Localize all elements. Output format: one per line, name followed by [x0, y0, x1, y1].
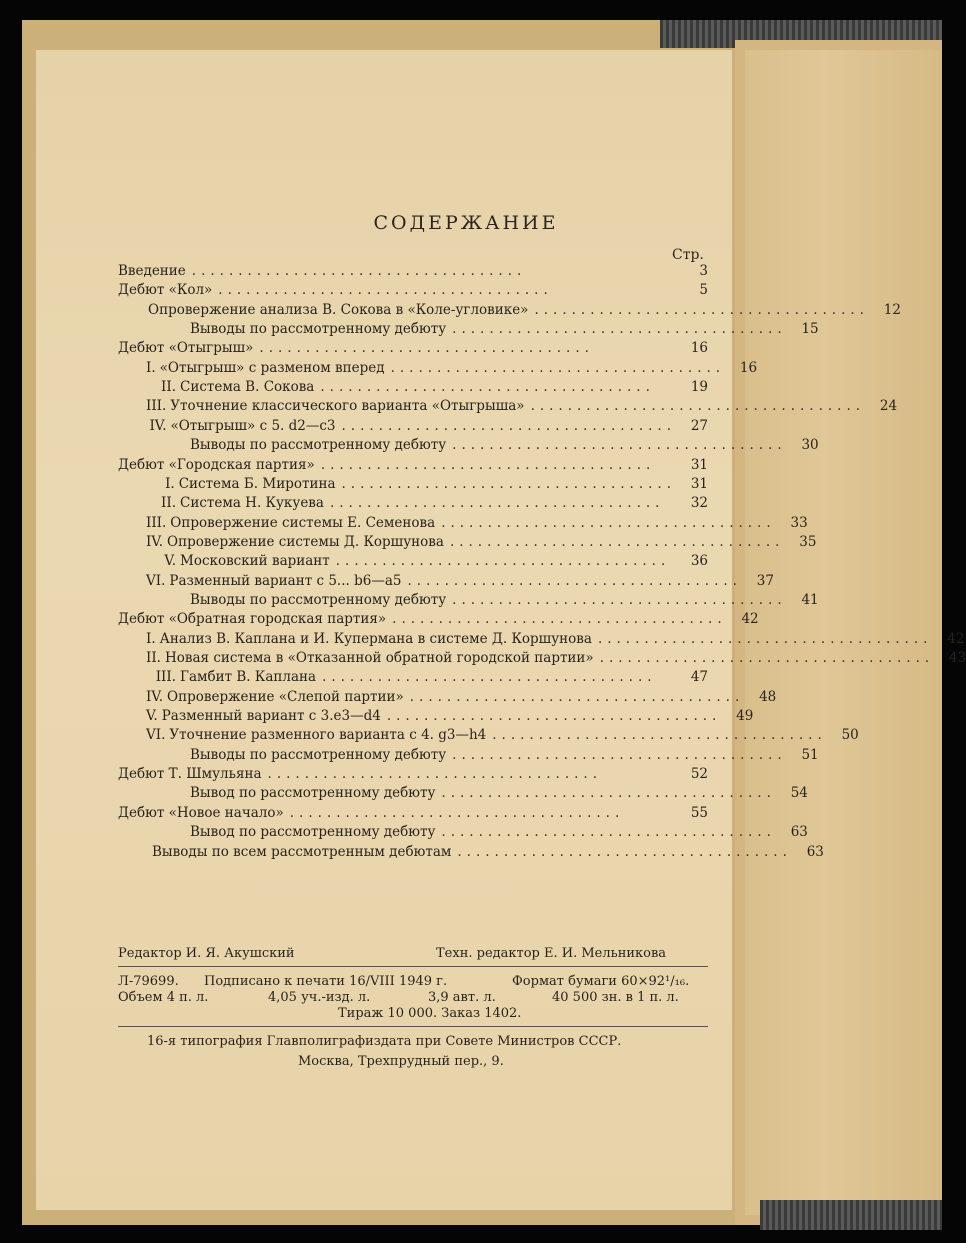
toc-entry [190, 437, 819, 456]
toc-entry [152, 843, 824, 863]
toc-entry-title: Московский вариант [180, 553, 330, 570]
toc-entry [146, 514, 808, 534]
toc-dot-leader: .................................... [457, 843, 792, 860]
toc-entry [146, 708, 754, 727]
toc-entry [118, 340, 708, 359]
toc-entry-title: Дебют «Городская партия» [118, 456, 315, 473]
toc-dot-leader: .................................... [386, 708, 722, 725]
toc-entry-number: IV. [146, 688, 164, 705]
toc-page-number: 12 [883, 301, 901, 318]
toc-dot-leader: .................................... [322, 669, 657, 686]
toc-entry [118, 282, 708, 301]
toc-entry-title: Разменный вариант с 3.e3—d4 [161, 708, 381, 725]
toc-entry-title: Разменный вариант с 5... b6—a5 [169, 572, 402, 589]
toc-entry [146, 572, 774, 592]
toc-entry-title: «Отыгрыш» с разменом вперед [159, 359, 385, 376]
toc-page-number: 35 [799, 533, 817, 550]
toc-entry-number: III. [146, 514, 167, 531]
toc-entry-title: Уточнение классического варианта «Отыгрыша» [170, 398, 525, 415]
toc-page-number: 31 [690, 475, 708, 492]
toc-entry-title: Система Н. Кукуева [180, 495, 324, 512]
toc-entry-title: Выводы по рассмотренному дебюту [190, 437, 447, 454]
toc-dot-leader: .................................... [341, 417, 676, 434]
toc-page-number: 30 [801, 437, 819, 454]
toc-entry [118, 457, 708, 476]
toc-entry-number: V. [146, 708, 158, 725]
toc-entry-title: Выводы по рассмотренному дебюту [190, 321, 447, 338]
toc-page-number: 5 [699, 282, 708, 299]
toc-entry-title: Вывод по рассмотренному дебюту [190, 824, 436, 841]
toc-entry [146, 688, 777, 708]
imprint-author-sheets: 3,9 авт. л. [428, 990, 496, 1005]
toc-entry-title: Дебют «Отыгрыш» [118, 340, 254, 357]
imprint-rule-bottom [118, 1026, 708, 1027]
toc-entry-title: Новая система в «Отказанной обратной городской партии» [164, 650, 594, 666]
toc-page-number: 52 [690, 766, 708, 783]
toc-entry-title: Дебют Т. Шмульяна [118, 766, 262, 783]
printer-address: Москва, Трехпрудный пер., 9. [298, 1054, 504, 1069]
imprint-signed: Подписано к печати 16/VIII 1949 г. [204, 974, 448, 989]
toc-entry [146, 669, 708, 688]
toc-dot-leader: .................................... [441, 785, 776, 802]
toc-entry-title: Выводы по всем рассмотренным дебютам [152, 843, 452, 860]
toc-entry [118, 766, 708, 785]
toc-entry-number: VI. [146, 572, 166, 589]
toc-entry-title: Выводы по рассмотренному дебюту [190, 746, 447, 763]
toc-page-number: 37 [756, 572, 774, 589]
toc-dot-leader: .................................... [320, 456, 656, 473]
toc-dot-leader: .................................... [534, 301, 869, 318]
toc-entry [146, 533, 817, 553]
toc-entry-title: Уточнение разменного варианта с 4. g3—h4 [169, 727, 487, 744]
toc-entry [146, 727, 859, 746]
toc-dot-leader: .................................... [191, 263, 527, 279]
toc-dot-leader: .................................... [441, 514, 776, 531]
imprint-rule-top [118, 966, 708, 967]
toc-entry-title: Опровержение системы Д. Коршунова [167, 533, 444, 550]
toc-entry-number: III. [146, 398, 167, 415]
imprint-chars: 40 500 зн. в 1 п. л. [552, 990, 679, 1005]
toc-page-number: 41 [801, 591, 819, 608]
toc-entry [118, 805, 708, 824]
toc-dot-leader: .................................... [289, 804, 625, 821]
toc-page-number: 3 [699, 263, 708, 279]
toc-entry [146, 476, 708, 495]
toc-page-number: 49 [736, 708, 754, 725]
toc-page-number: 33 [790, 514, 808, 531]
toc-entry-number: I. [146, 630, 156, 647]
toc-entry-number: II. [161, 495, 176, 512]
toc-dot-leader: .................................... [452, 321, 787, 338]
toc-entry-number: III. [155, 669, 176, 686]
toc-page-number: 19 [690, 379, 708, 396]
toc-entry-title: Система Б. Миротина [178, 475, 336, 492]
toc-entry [146, 553, 708, 572]
imprint-volume: Объем 4 п. л. [118, 990, 209, 1005]
toc-page-number: 48 [759, 688, 777, 705]
spine-cloth-bottom [760, 1200, 942, 1230]
toc-entry [190, 321, 819, 340]
toc-page-number: 54 [790, 785, 808, 802]
toc-dot-leader: .................................... [449, 533, 785, 550]
toc-entry [190, 746, 819, 766]
toc-page-number: 43 [949, 650, 966, 666]
toc-entry-number: IV. [146, 533, 164, 550]
imprint-run: Тираж 10 000. Заказ 1402. [338, 1006, 522, 1021]
page-column-label: Стр. [672, 247, 704, 263]
toc-entry-title: Вывод по рассмотренному дебюту [190, 785, 436, 802]
toc-entry-number: II. [161, 379, 176, 396]
toc-page-number: 32 [690, 495, 708, 512]
toc-entry-title: Выводы по рассмотренному дебюту [190, 591, 447, 608]
toc-page-number: 50 [841, 727, 859, 744]
toc-page-number: 55 [690, 804, 708, 821]
toc-entry [118, 611, 759, 630]
toc-dot-leader: .................................... [441, 824, 776, 841]
toc-entry [146, 650, 966, 669]
toc-dot-leader: .................................... [335, 553, 671, 570]
toc-entry-title: Опровержение «Слепой партии» [167, 688, 404, 705]
toc-entry [146, 495, 708, 514]
toc-entry [190, 785, 808, 804]
toc-entry [148, 301, 901, 321]
toc-dot-leader: .................................... [452, 591, 787, 608]
toc-page-number: 51 [801, 746, 819, 763]
toc-entry-title: Опровержение системы Е. Семенова [170, 514, 436, 531]
toc-dot-leader: .................................... [597, 630, 933, 647]
toc-page-number: 24 [879, 398, 898, 415]
toc-dot-leader: .................................... [341, 475, 676, 492]
toc-entry [146, 359, 758, 379]
toc-entry-number: I. [165, 475, 175, 492]
toc-entry-number: V. [164, 553, 176, 570]
toc-entry-title: «Отыгрыш» с 5. d2—c3 [170, 417, 336, 434]
toc-page-number: 42 [741, 611, 759, 628]
toc-entry-number: IV. [149, 417, 167, 434]
toc-page-number: 31 [690, 456, 708, 473]
toc-entry [146, 418, 708, 437]
toc-entry-title: Дебют «Новое начало» [118, 804, 284, 821]
toc-dot-leader: .................................... [452, 746, 787, 763]
toc-entry-title: Дебют «Кол» [118, 282, 213, 299]
toc-page-number: 63 [806, 843, 824, 860]
toc-page-number: 36 [690, 553, 708, 570]
toc-entry [118, 263, 708, 282]
toc-dot-leader: .................................... [452, 437, 787, 454]
toc-entry-title: Гамбит В. Каплана [180, 669, 317, 686]
printer-name: 16-я типография Главполиграфиздата при Совете Министров СССР. [147, 1034, 622, 1049]
toc-page-number: 27 [690, 417, 708, 434]
page-title: СОДЕРЖАНИЕ [373, 212, 559, 234]
toc-page-number: 47 [690, 669, 708, 686]
toc-entry-number: II. [146, 650, 161, 666]
toc-entry-title: Анализ В. Каплана и И. Купермана в системе Д. Коршунова [159, 630, 592, 647]
toc-page-number: 16 [739, 359, 758, 376]
toc-entry-title: Введение [118, 263, 186, 279]
toc-entry [146, 379, 708, 398]
imprint-format: Формат бумаги 60×92¹/₁₆. [512, 974, 690, 989]
toc-page-number: 16 [690, 340, 708, 357]
toc-dot-leader: .................................... [392, 611, 727, 628]
toc-entry [190, 824, 808, 843]
toc-entry-number: VI. [146, 727, 166, 744]
tech-editor-credit: Техн. редактор Е. И. Мельникова [436, 946, 667, 961]
toc-dot-leader: .................................... [267, 766, 603, 783]
toc-dot-leader: .................................... [320, 379, 655, 396]
toc-dot-leader: .................................... [407, 572, 742, 589]
toc-dot-leader: .................................... [390, 359, 726, 376]
imprint-code: Л-79699. [118, 974, 179, 989]
toc-dot-leader: .................................... [409, 688, 745, 705]
toc-page-number: 63 [790, 824, 808, 841]
toc-dot-leader: .................................... [599, 650, 935, 666]
toc-entry [190, 591, 819, 611]
toc-page-number: 42 [947, 630, 965, 647]
toc-dot-leader: .................................... [530, 398, 866, 415]
toc-entry-title: Дебют «Обратная городская партия» [118, 611, 387, 628]
editor-credit: Редактор И. Я. Акушский [118, 946, 295, 961]
toc-entry [146, 630, 965, 650]
toc-entry-number: I. [146, 359, 156, 376]
toc-page-number: 15 [801, 321, 819, 338]
toc-dot-leader: .................................... [218, 282, 553, 299]
toc-entry-title: Опровержение анализа В. Сокова в «Коле-угловике» [148, 301, 529, 318]
toc-entry [146, 398, 898, 417]
imprint-edit-sheets: 4,05 уч.-изд. л. [268, 990, 371, 1005]
toc-dot-leader: .................................... [259, 340, 594, 357]
toc-dot-leader: .................................... [329, 495, 665, 512]
toc-entry-title: Система В. Сокова [180, 379, 315, 396]
toc-dot-leader: .................................... [492, 727, 827, 744]
